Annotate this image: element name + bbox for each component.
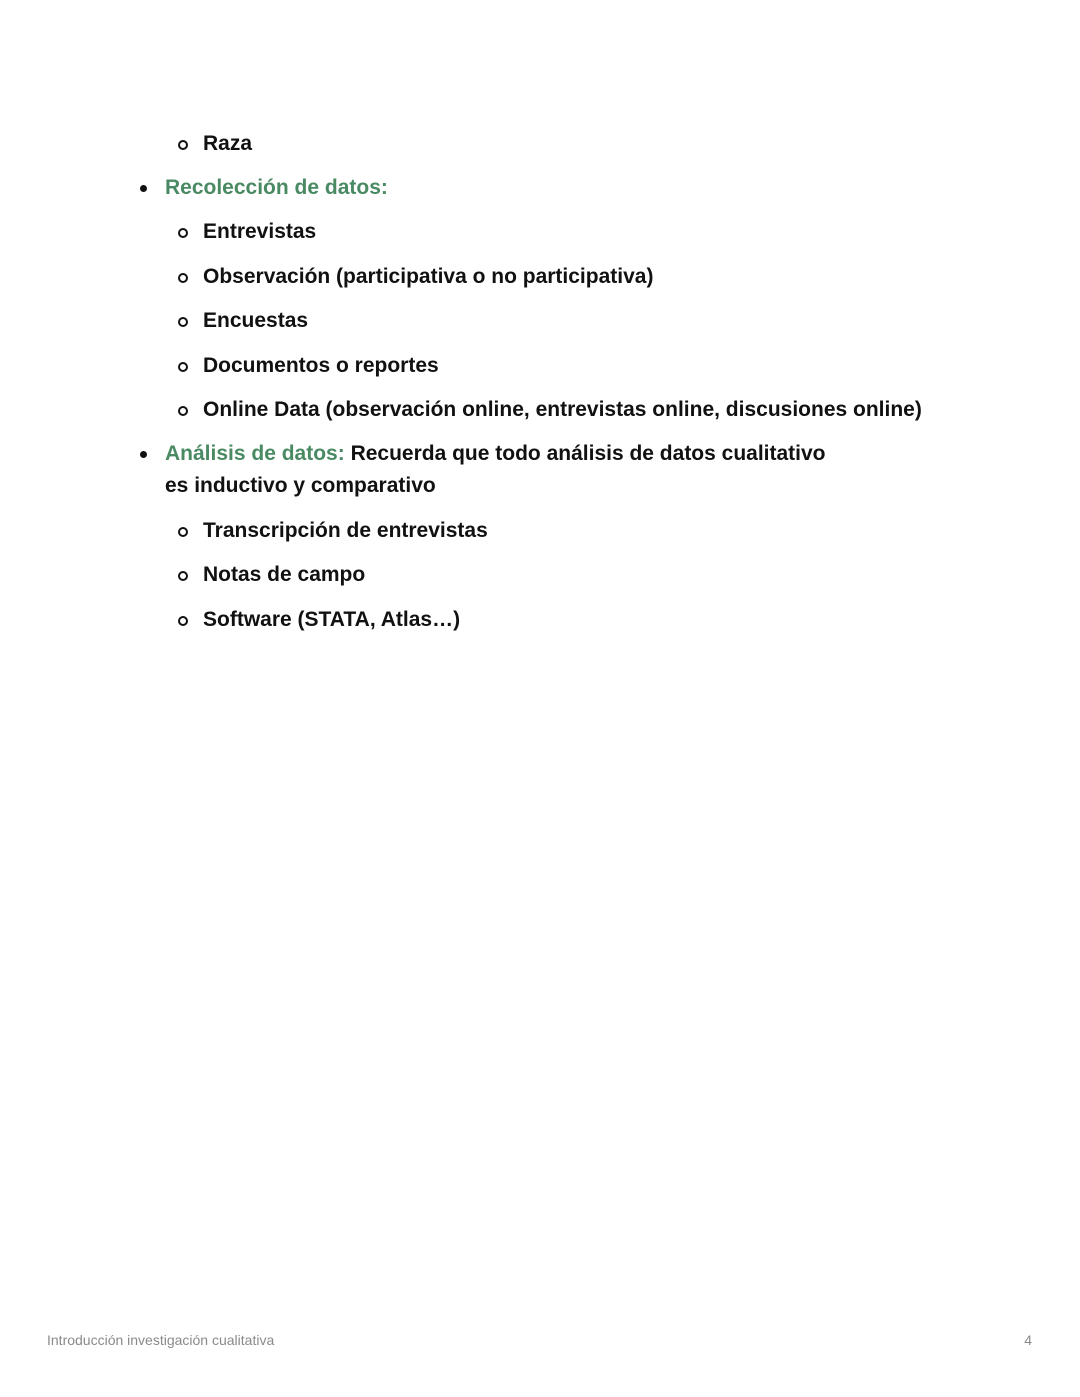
footer-page-number: 4 bbox=[1024, 1332, 1032, 1348]
list-item: Entrevistas bbox=[203, 220, 317, 243]
list-item: Notas de campo bbox=[203, 563, 366, 586]
section-heading-recoleccion: Recolección de datos: bbox=[165, 176, 388, 199]
list-item: Encuestas bbox=[203, 309, 309, 332]
list-item: Observación (participativa o no participativa) bbox=[203, 265, 654, 288]
bullet-icon bbox=[140, 451, 147, 458]
bullet-icon bbox=[140, 185, 147, 192]
list-item: Software (STATA, Atlas…) bbox=[203, 608, 461, 631]
sub-bullet-icon bbox=[178, 140, 188, 150]
sub-bullet-icon bbox=[178, 616, 188, 626]
sub-bullet-icon bbox=[178, 317, 188, 327]
sub-bullet-icon bbox=[178, 527, 188, 537]
sub-bullet-icon bbox=[178, 362, 188, 372]
sub-bullet-icon bbox=[178, 228, 188, 238]
list-item: Online Data (observación online, entrevistas online, discusiones online) bbox=[203, 398, 922, 421]
section-paragraph-analisis bbox=[165, 438, 826, 470]
sub-bullet-icon bbox=[178, 406, 188, 416]
list-item: Documentos o reportes bbox=[203, 354, 439, 377]
sub-bullet-icon bbox=[178, 571, 188, 581]
footer-document-title: Introducción investigación cualitativa bbox=[47, 1332, 275, 1348]
list-item-raza: Raza bbox=[203, 132, 253, 155]
list-item: Transcripción de entrevistas bbox=[203, 519, 488, 542]
section-text-continued: es inductivo y comparativo bbox=[165, 474, 436, 497]
section-heading-analisis: Análisis de datos: bbox=[165, 442, 345, 465]
section-text: Recuerda que todo análisis de datos cualitativo bbox=[350, 442, 826, 465]
sub-bullet-icon bbox=[178, 273, 188, 283]
